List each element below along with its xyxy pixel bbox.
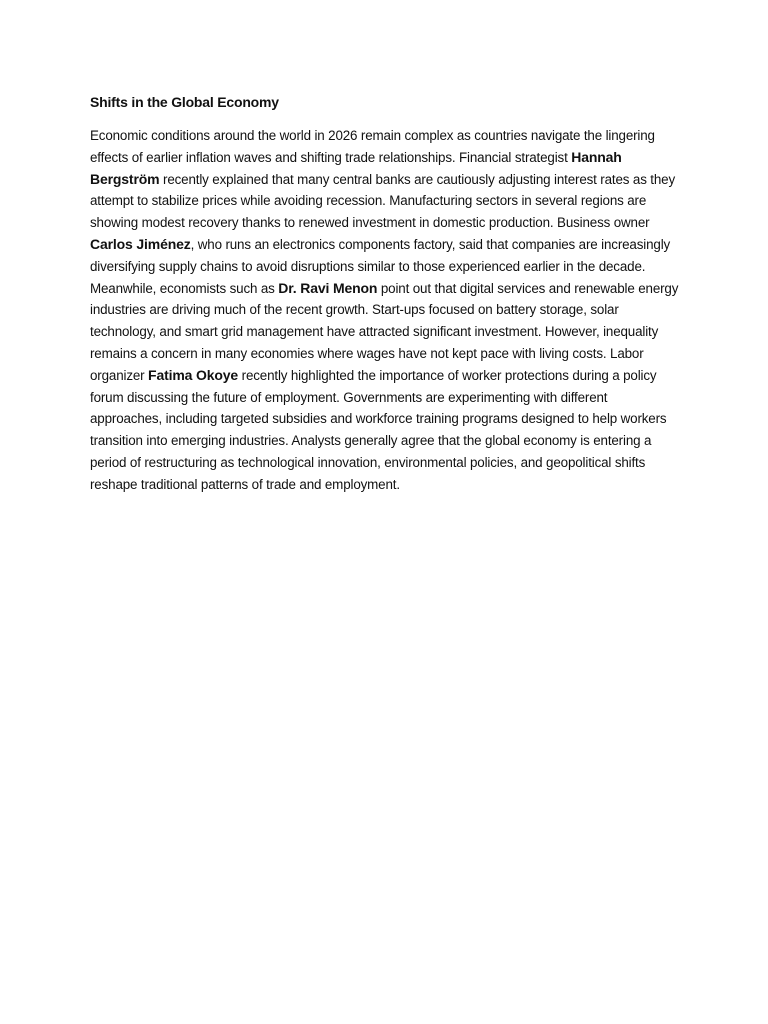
text-segment: recently explained that many central banks are cautiously adjusting interest rates as they attempt to stabilize prices while avoiding recession. Manufacturing sectors in several regions are showing modest recovery thanks to renewed investment in domestic production. Business owner xyxy=(90,171,676,231)
document-title: Shifts in the Global Economy xyxy=(90,94,279,110)
person-name-hannah-bergstrom: Hannah Bergström xyxy=(90,148,622,187)
person-name-carlos-jimenez: Carlos Jiménez xyxy=(90,235,191,252)
document-page xyxy=(90,92,682,496)
body-paragraph xyxy=(90,125,682,496)
person-name-ravi-menon: Dr. Ravi Menon xyxy=(278,279,378,296)
text-segment: , who runs an electronics components factory, said that companies are increasingly diversifying supply chains to avoid disruptions similar to those experienced earlier in the decade. Meanwhile, economists such as xyxy=(90,236,671,296)
person-name-fatima-okoye: Fatima Okoye xyxy=(148,366,239,383)
text-segment: point out that digital services and renewable energy industries are driving much of the recent growth. Start-ups focused on battery storage, solar technology, and smart grid management have attracted significant investment. However, inequality remains a concern in many economies where wages have not kept pace with living costs. Labor organizer xyxy=(90,280,679,383)
text-segment: recently highlighted the importance of worker protections during a policy forum discussing the future of employment. Governments are experimenting with different approaches, including targeted subsidies and workforce training programs designed to help workers transition into emerging industries. Analysts generally agree that the global economy is entering a period of restructuring as technological innovation, environmental policies, and geopolitical shifts reshape traditional patterns of trade and employment. xyxy=(90,367,667,492)
text-segment: Economic conditions around the world in 2026 remain complex as countries navigate the lingering effects of earlier inflation waves and shifting trade relationships. Financial strategist xyxy=(90,128,655,165)
